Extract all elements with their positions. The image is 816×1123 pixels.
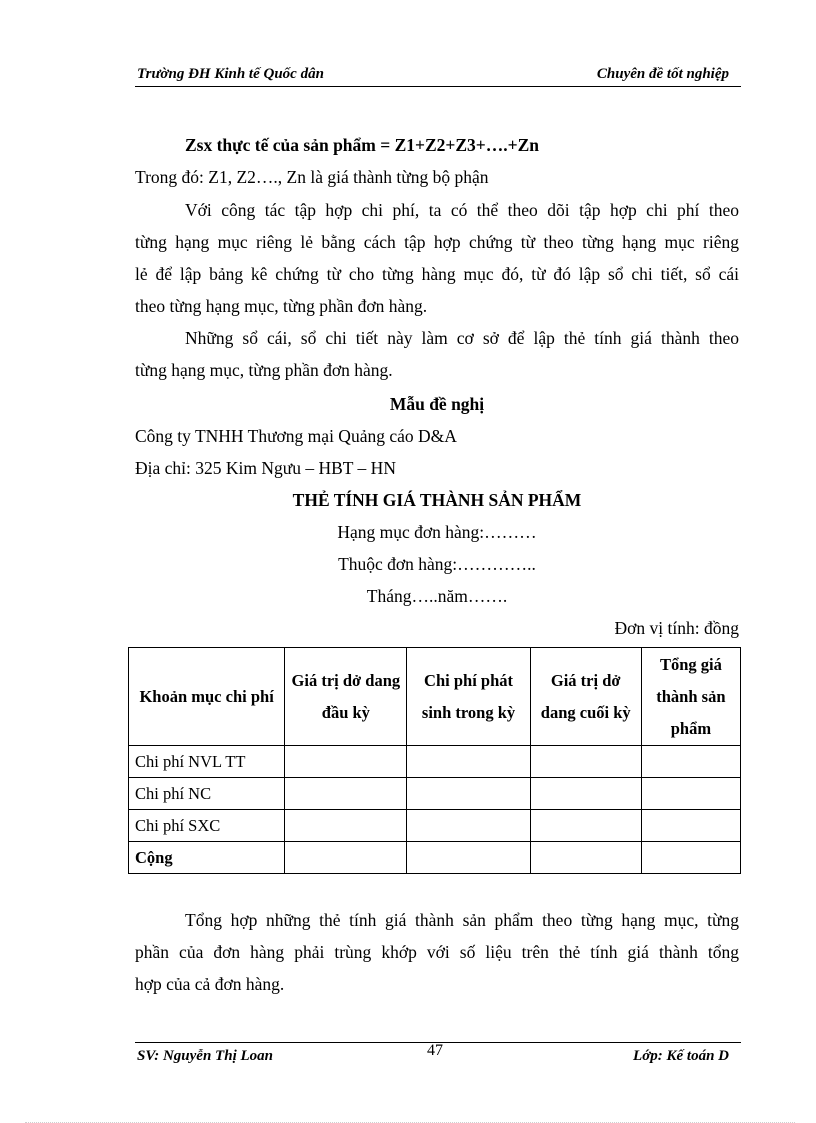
col-period-cost: Chi phí phát sinh trong kỳ — [407, 648, 530, 746]
company-name: Công ty TNHH Thương mại Quảng cáo D&A — [135, 426, 457, 446]
period-line: Tháng…..năm……. — [366, 586, 508, 606]
col-opening-wip: Giá trị dở dang đầu kỳ — [285, 648, 407, 746]
footer-class: Lớp: Kế toán D — [633, 1048, 729, 1064]
item-line: Hạng mục đơn hàng:……… — [337, 522, 537, 542]
table-row — [129, 842, 741, 874]
col-cost-item: Khoản mục chi phí — [129, 648, 285, 746]
cost-card-table — [128, 647, 741, 874]
table-row — [129, 778, 741, 810]
table-cell — [285, 778, 407, 810]
page-footer — [135, 1042, 741, 1073]
table-cell — [641, 778, 740, 810]
company-address: Địa chỉ: 325 Kim Ngưu – HBT – HN — [135, 458, 396, 478]
formula-line: Zsx thực tế của sản phẩm = Z1+Z2+Z3+….+Zn — [185, 135, 540, 155]
page-header — [135, 64, 741, 87]
footer-student: SV: Nguyễn Thị Loan — [137, 1048, 273, 1064]
para2-line1: Những sổ cái, sổ chi tiết này làm cơ sở để lập thẻ tính giá thành theo — [185, 328, 739, 348]
table-cell — [407, 746, 530, 778]
table-cell — [407, 842, 530, 874]
para1-line1: Với công tác tập hợp chi phí, ta có thể theo dõi tập hợp chi phí theo — [185, 200, 739, 220]
table-cell — [285, 810, 407, 842]
unit-label: Đơn vị tính: đồng — [614, 618, 739, 638]
page-number: 47 — [427, 1042, 443, 1059]
para1-line2: từng hạng mục riêng lẻ bằng cách tập hợp chứng từ theo từng hạng mục riêng — [135, 232, 739, 252]
para1-line3: lẻ để lập bảng kê chứng từ cho từng hàng mục đó, từ đó lập sổ chi tiết, sổ cái — [135, 264, 739, 284]
table-header-row — [129, 648, 741, 746]
table-row — [129, 746, 741, 778]
table-row — [129, 810, 741, 842]
table-cell — [285, 842, 407, 874]
order-line: Thuộc đơn hàng:………….. — [338, 554, 536, 574]
para3-line3: hợp của cả đơn hàng. — [135, 974, 285, 994]
header-school: Trường ĐH Kinh tế Quốc dân — [137, 66, 324, 82]
para3-line1: Tổng hợp những thẻ tính giá thành sản phẩm theo từng hạng mục, từng — [185, 910, 739, 930]
table-cell — [641, 810, 740, 842]
row-label: Chi phí NC — [129, 778, 285, 810]
row-label: Chi phí NVL TT — [129, 746, 285, 778]
table-cell — [641, 746, 740, 778]
formula-note: Trong đó: Z1, Z2…., Zn là giá thành từng bộ phận — [135, 167, 489, 187]
para2-line2: từng hạng mục, từng phần đơn hàng. — [135, 360, 393, 380]
col-closing-wip: Giá trị dở dang cuối kỳ — [530, 648, 641, 746]
form-label: Mẫu đề nghị — [389, 394, 485, 414]
col-total-cost: Tổng giá thành sản phẩm — [641, 648, 740, 746]
header-doc-type: Chuyên đề tốt nghiệp — [596, 66, 729, 82]
row-label: Chi phí SXC — [129, 810, 285, 842]
table-cell — [530, 746, 641, 778]
table-cell — [530, 842, 641, 874]
table-cell — [407, 778, 530, 810]
para3-line2: phần của đơn hàng phải trùng khớp với số liệu trên thẻ tính giá thành tổng — [135, 942, 739, 962]
table-cell — [407, 810, 530, 842]
table-cell — [530, 778, 641, 810]
table-cell — [641, 842, 740, 874]
row-label-total: Cộng — [129, 842, 285, 874]
table-cell — [530, 810, 641, 842]
para1-line4: theo từng hạng mục, từng phần đơn hàng. — [135, 296, 428, 316]
table-cell — [285, 746, 407, 778]
card-title: THẺ TÍNH GIÁ THÀNH SẢN PHẨM — [292, 490, 582, 510]
